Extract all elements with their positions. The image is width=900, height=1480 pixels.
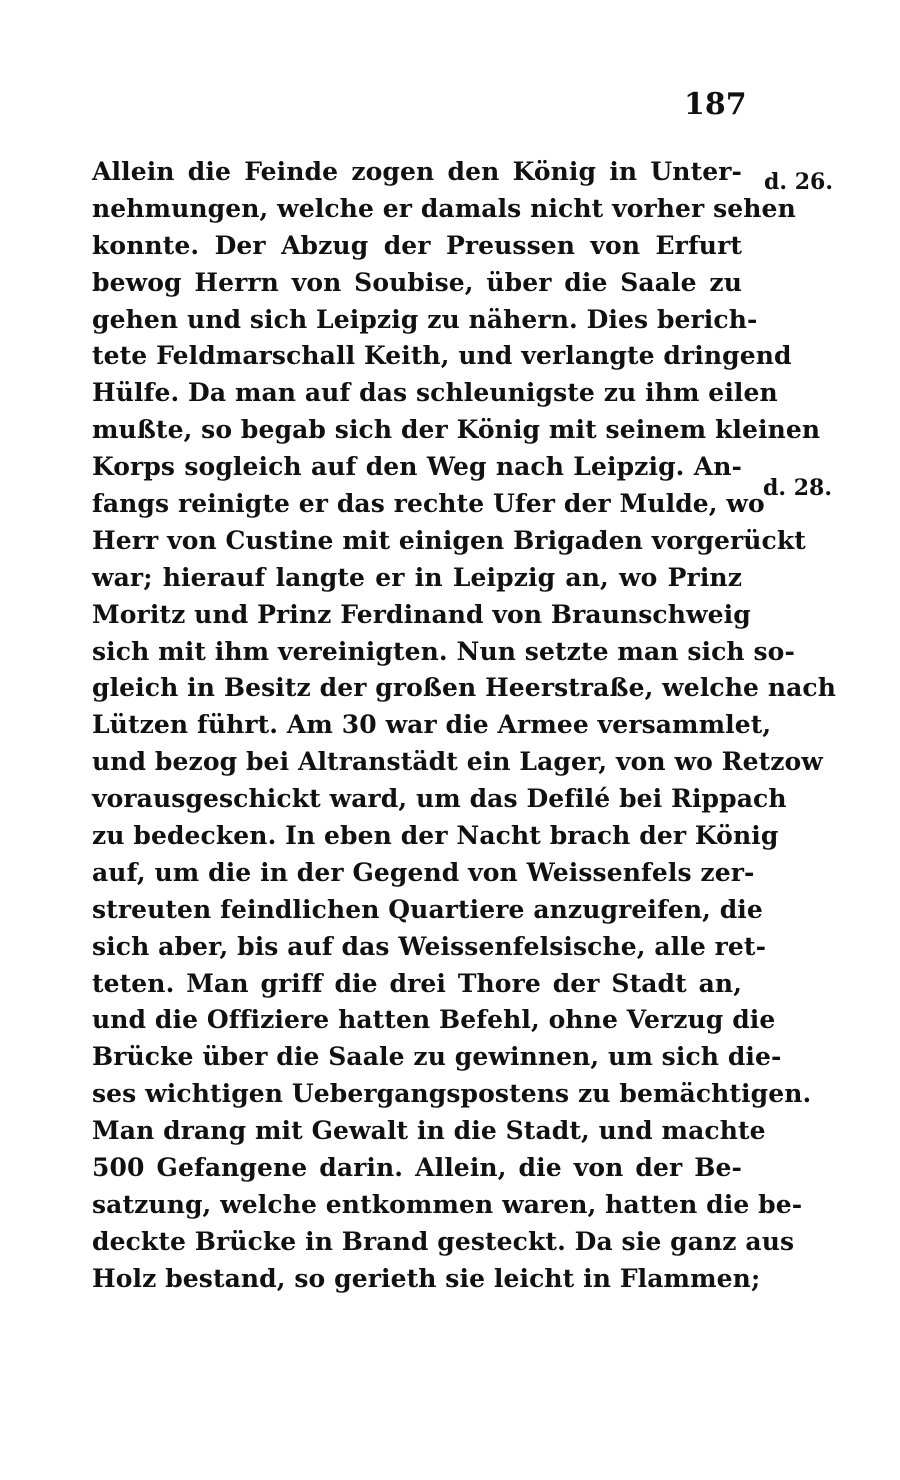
margin-note-date-1: d. 26. — [764, 169, 833, 195]
text-line: fangs reinigte er das rechte Ufer der Mulde, wo — [92, 489, 765, 519]
text-line: sich aber, bis auf das Weissenfelsische, alle ret- — [92, 931, 767, 961]
text-line: Hülfe. Da man auf das schleunigste zu ihm eilen — [92, 378, 778, 408]
text-line: deckte Brücke in Brand gesteckt. Da sie ganz aus — [92, 1226, 795, 1256]
text-line: teten. Man griff die drei Thore der Stadt an, — [92, 968, 742, 998]
text-line: gleich in Besitz der großen Heerstraße, welche nach — [92, 673, 836, 703]
text-line: Moritz und Prinz Ferdinand von Braunschweig — [92, 599, 751, 629]
text-line: Man drang mit Gewalt in die Stadt, und machte — [92, 1116, 766, 1146]
text-line: zu bedecken. In eben der Nacht brach der König — [92, 821, 779, 851]
text-line: Herr von Custine mit einigen Brigaden vorgerückt — [92, 525, 806, 555]
text-line: satzung, welche entkommen waren, hatten die be- — [92, 1189, 803, 1219]
text-line: tete Feldmarschall Keith, und verlangte dringend — [92, 341, 792, 371]
text-line: und die Offiziere hatten Befehl, ohne Verzug die — [92, 1005, 776, 1035]
text-line: und bezog bei Altranstädt ein Lager, von wo Retzow — [92, 747, 823, 777]
text-line: bewog Herrn von Soubise, über die Saale zu — [92, 267, 742, 297]
margin-note-date-2: d. 28. — [763, 475, 832, 501]
text-line: streuten feindlichen Quartiere anzugreifen, die — [92, 894, 763, 924]
page-number: 187 — [684, 87, 747, 122]
text-line: 500 Gefangene darin. Allein, die von der Be- — [92, 1153, 742, 1183]
text-line: war; hierauf langte er in Leipzig an, wo Prinz — [92, 562, 742, 592]
text-line: auf, um die in der Gegend von Weissenfels zer- — [92, 857, 755, 887]
text-line: ses wichtigen Uebergangspostens zu bemächtigen. — [92, 1079, 812, 1109]
text-line: Korps sogleich auf den Weg nach Leipzig. An- — [92, 452, 742, 482]
text-line: konnte. Der Abzug der Preussen von Erfurt — [92, 230, 742, 260]
text-line: gehen und sich Leipzig zu nähern. Dies berich- — [92, 304, 758, 334]
text-line: nehmungen, welche er damals nicht vorher sehen — [92, 193, 796, 223]
text-line: Lützen führt. Am 30 war die Armee versammlet, — [92, 710, 772, 740]
text-line: Brücke über die Saale zu gewinnen, um sich die- — [92, 1042, 782, 1072]
text-line: Allein die Feinde zogen den König in Unter- — [92, 157, 742, 186]
text-line: Holz bestand, so gerieth sie leicht in Flammen; — [92, 1263, 761, 1293]
text-line: vorausgeschickt ward, um das Defilé bei Rippach — [92, 784, 787, 814]
text-line: mußte, so begab sich der König mit seinem kleinen — [92, 415, 821, 445]
text-line: sich mit ihm vereinigten. Nun setzte man sich so- — [92, 636, 795, 666]
